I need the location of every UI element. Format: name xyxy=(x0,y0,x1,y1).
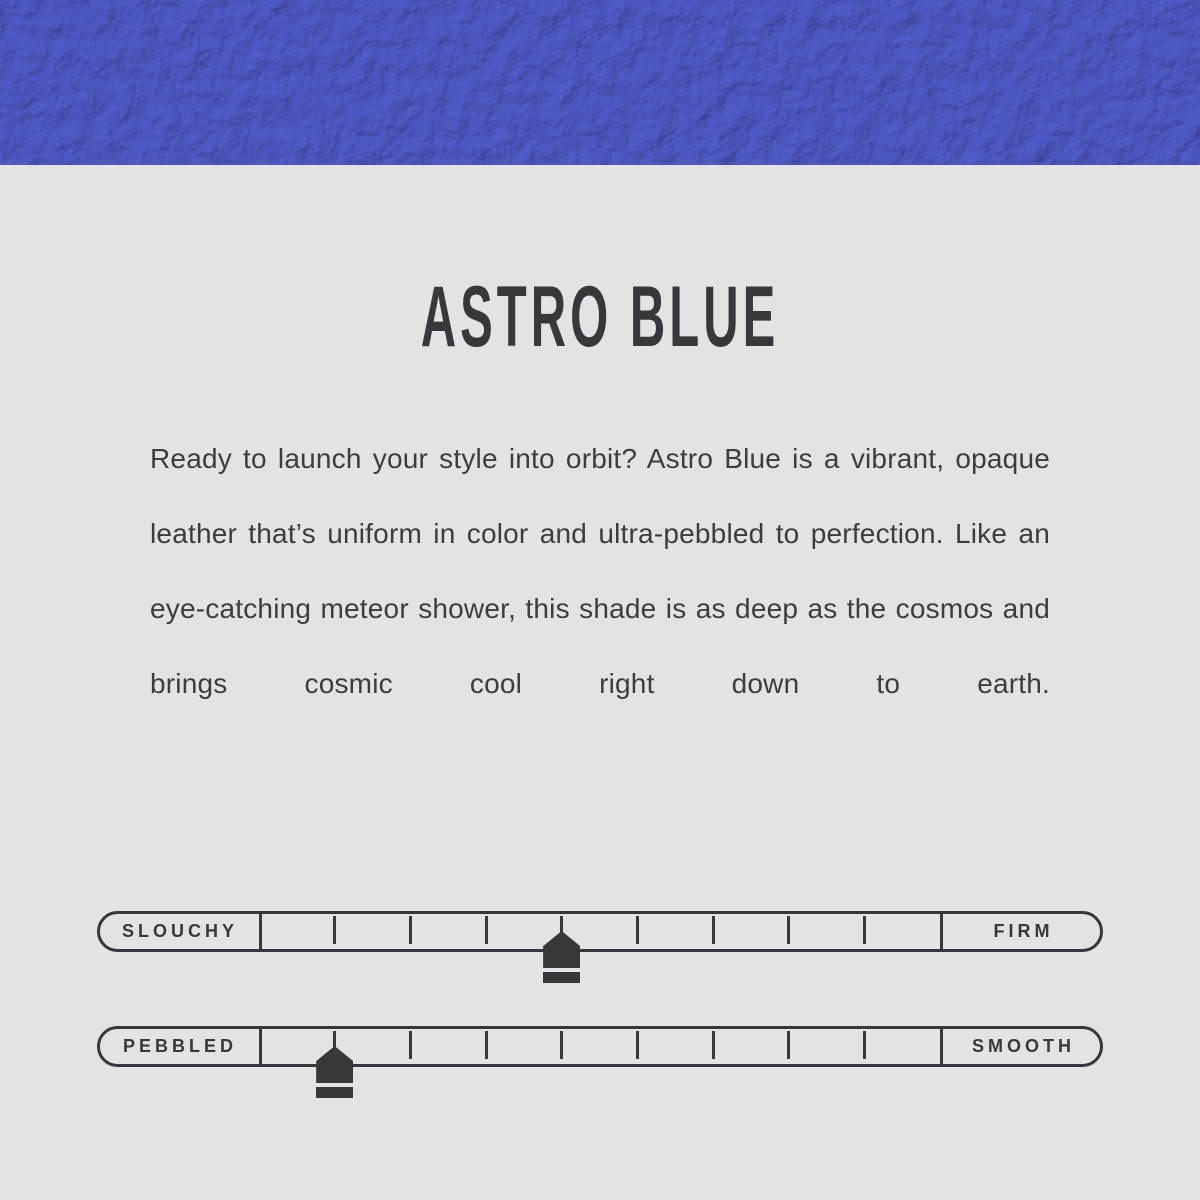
scale-label-slouchy: SLOUCHY xyxy=(121,921,238,941)
softness-scale-marker-bar xyxy=(543,972,580,983)
page-title: ASTRO BLUE xyxy=(420,269,780,365)
scale-tick xyxy=(712,916,715,944)
scale-tick xyxy=(787,916,790,944)
scale-tick xyxy=(863,1031,866,1059)
scale-label-firm: FIRM xyxy=(993,921,1054,941)
scale-left-divider xyxy=(259,911,262,952)
scale-left-divider xyxy=(259,1026,262,1067)
scale-tick xyxy=(409,1031,412,1059)
scale-tick xyxy=(485,916,488,944)
softness-scale xyxy=(97,911,1103,952)
scale-tick xyxy=(333,916,336,944)
scale-tick xyxy=(636,1031,639,1059)
scale-tick xyxy=(863,916,866,944)
texture-scale-marker-bar xyxy=(316,1087,353,1098)
scale-tick xyxy=(485,1031,488,1059)
scale-label-smooth: SMOOTH xyxy=(972,1036,1075,1056)
scale-tick xyxy=(636,916,639,944)
scale-label-pebbled: PEBBLED xyxy=(122,1036,237,1056)
scale-tick xyxy=(560,916,563,944)
scale-tick xyxy=(787,1031,790,1059)
scale-tick xyxy=(560,1031,563,1059)
leather-texture-graphic xyxy=(0,0,1200,165)
texture-scale xyxy=(97,1026,1103,1067)
scale-tick xyxy=(333,1031,336,1059)
scale-tick xyxy=(712,1031,715,1059)
leather-texture-swatch xyxy=(0,0,1200,165)
color-description-text: Ready to launch your style into orbit? Astro Blue is a vibrant, opaque leather that’s uniform in color and ultra-pebbled to perfection. Like an eye-catching meteor shower, this shade is as deep as the cosmos and brings cosmic cool right down to earth. xyxy=(150,443,1050,699)
scale-tick xyxy=(409,916,412,944)
